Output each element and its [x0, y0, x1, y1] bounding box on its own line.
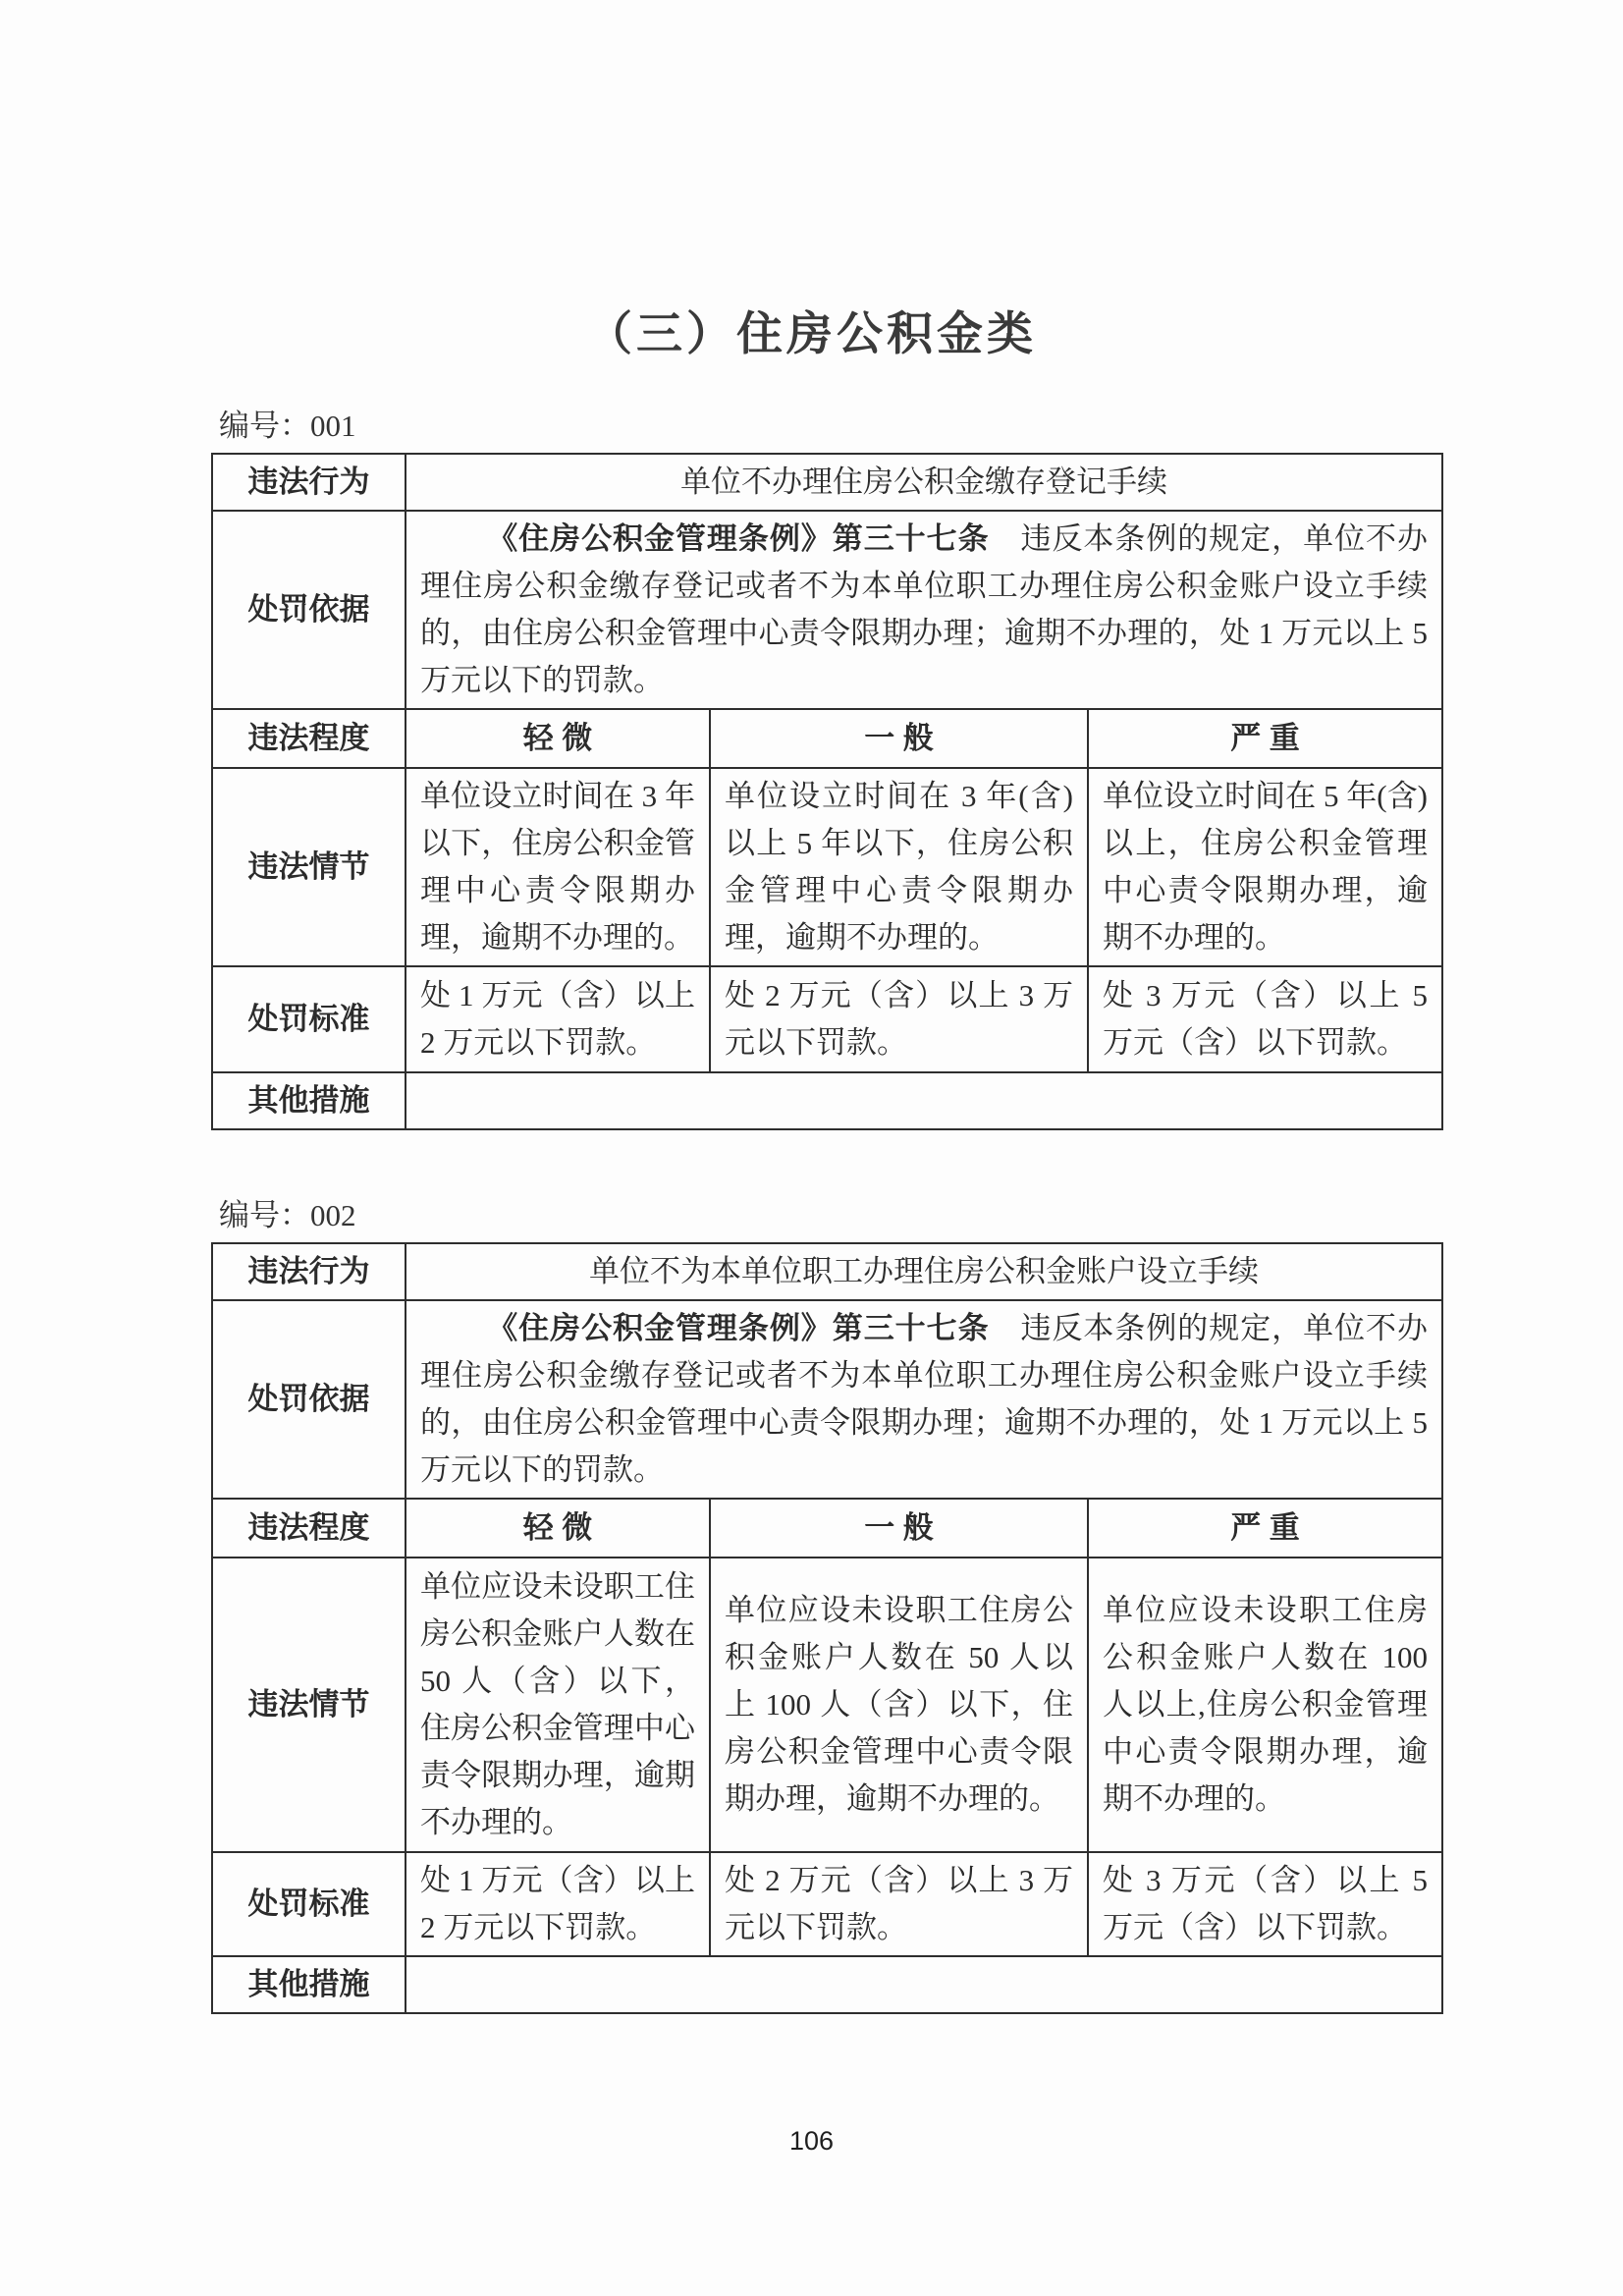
circumstance-general: 单位设立时间在 3 年(含)以上 5 年以下，住房公积金管理中心责令限期办理，逾期不办理的。 [710, 768, 1088, 966]
degree-level-severe: 严 重 [1088, 1499, 1442, 1558]
table-row [212, 1558, 1442, 1852]
penalty-table-002 [211, 1242, 1443, 2014]
violation-value: 单位不办理住房公积金缴存登记手续 [406, 454, 1442, 511]
circumstance-label: 违法情节 [212, 768, 406, 966]
basis-label: 处罚依据 [212, 1300, 406, 1499]
table-section-001 [211, 401, 1441, 1130]
table-section-002 [211, 1190, 1441, 2014]
table-row [212, 1956, 1442, 2013]
circumstance-minor: 单位设立时间在 3 年以下，住房公积金管理中心责令限期办理，逾期不办理的。 [406, 768, 710, 966]
degree-level-general: 一 般 [710, 709, 1088, 768]
degree-level-minor: 轻 微 [406, 709, 710, 768]
table-number-002: 编号：002 [219, 1198, 356, 1232]
page-title: （三）住房公积金类 [586, 309, 1037, 361]
table-row [212, 1852, 1442, 1956]
degree-label: 违法程度 [212, 709, 406, 768]
violation-value: 单位不为本单位职工办理住房公积金账户设立手续 [406, 1243, 1442, 1300]
table-row [212, 1072, 1442, 1129]
table-row [212, 1243, 1442, 1300]
circumstance-label: 违法情节 [212, 1558, 406, 1852]
violation-label: 违法行为 [212, 1243, 406, 1300]
standard-general: 处 2 万元（含）以上 3 万元以下罚款。 [710, 966, 1088, 1072]
table-row [212, 1300, 1442, 1499]
table-row [212, 768, 1442, 966]
other-value [406, 1072, 1442, 1129]
basis-citation: 《住房公积金管理条例》第三十七条 [487, 521, 990, 556]
degree-level-minor: 轻 微 [406, 1499, 710, 1558]
page-number: 106 [788, 2126, 835, 2156]
table-row [212, 966, 1442, 1072]
circumstance-severe: 单位设立时间在 5 年(含)以上，住房公积金管理中心责令限期办理，逾期不办理的。 [1088, 768, 1442, 966]
basis-paragraph [420, 1305, 1428, 1494]
degree-label: 违法程度 [212, 1499, 406, 1558]
table-row [212, 511, 1442, 709]
table-row [212, 709, 1442, 768]
penalty-table-001 [211, 453, 1443, 1130]
basis-paragraph [420, 516, 1428, 704]
other-label: 其他措施 [212, 1072, 406, 1129]
degree-level-severe: 严 重 [1088, 709, 1442, 768]
table-row [212, 1499, 1442, 1558]
standard-minor: 处 1 万元（含）以上 2 万元以下罚款。 [406, 1852, 710, 1956]
table-row [212, 454, 1442, 511]
other-value [406, 1956, 1442, 2013]
basis-citation: 《住房公积金管理条例》第三十七条 [487, 1311, 990, 1345]
standard-label: 处罚标准 [212, 1852, 406, 1956]
violation-label: 违法行为 [212, 454, 406, 511]
circumstance-general: 单位应设未设职工住房公积金账户人数在 50 人以上 100 人（含）以下，住房公积金管理中心责令限期办理，逾期不办理的。 [710, 1558, 1088, 1852]
standard-label: 处罚标准 [212, 966, 406, 1072]
standard-severe: 处 3 万元（含）以上 5 万元（含）以下罚款。 [1088, 966, 1442, 1072]
table-number-001: 编号：001 [219, 409, 356, 443]
standard-minor: 处 1 万元（含）以上 2 万元以下罚款。 [406, 966, 710, 1072]
other-label: 其他措施 [212, 1956, 406, 2013]
basis-value [406, 511, 1442, 709]
standard-general: 处 2 万元（含）以上 3 万元以下罚款。 [710, 1852, 1088, 1956]
standard-severe: 处 3 万元（含）以上 5 万元（含）以下罚款。 [1088, 1852, 1442, 1956]
circumstance-severe: 单位应设未设职工住房公积金账户人数在 100 人以上,住房公积金管理中心责令限期办理，逾期不办理的。 [1088, 1558, 1442, 1852]
degree-level-general: 一 般 [710, 1499, 1088, 1558]
basis-label: 处罚依据 [212, 511, 406, 709]
circumstance-minor: 单位应设未设职工住房公积金账户人数在 50 人（含）以下，住房公积金管理中心责令限期办理，逾期不办理的。 [406, 1558, 710, 1852]
basis-text: 违反本条例的规定，单位不办理住房公积金缴存登记或者不为本单位职工办理住房公积金账户设立手续的，由住房公积金管理中心责令限期办理；逾期不办理的，处 1 万元以上 5 万元以下的罚款。 [420, 521, 1429, 697]
basis-text: 违反本条例的规定，单位不办理住房公积金缴存登记或者不为本单位职工办理住房公积金账户设立手续的，由住房公积金管理中心责令限期办理；逾期不办理的，处 1 万元以上 5 万元以下的罚款。 [420, 1311, 1429, 1487]
basis-value [406, 1300, 1442, 1499]
